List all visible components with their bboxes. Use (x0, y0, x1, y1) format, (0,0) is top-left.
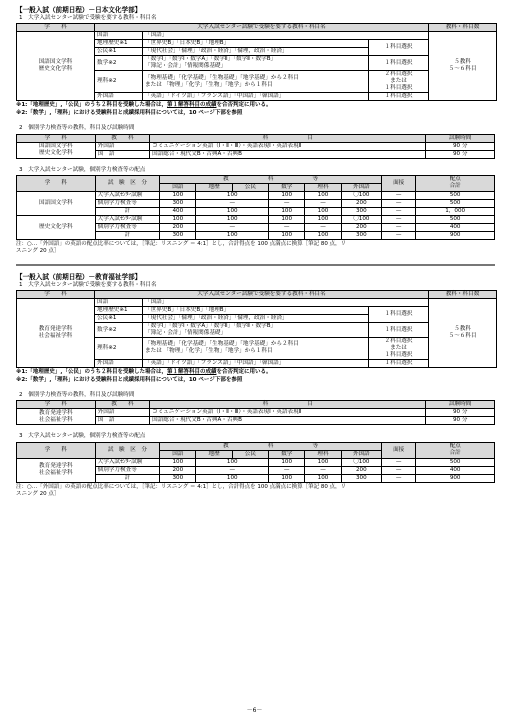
score-cell: 100 (196, 191, 269, 199)
note-1-text: ※1:「地理歴史」,「公民」のうち２科目を受験した場合は， (16, 102, 167, 108)
subject-count: ５教科 ５～６科目 (429, 299, 497, 368)
header-cell: 国語 (160, 183, 196, 191)
selection: １科目選択 (369, 40, 429, 56)
section-heading: 【一般入試（前期日程）－日本文化学部】 (16, 6, 142, 14)
score-cell: 100 (305, 191, 341, 199)
score-cell: — (196, 466, 269, 474)
header-interview: 面接 (382, 442, 416, 458)
subject-list: 「国語」 (143, 32, 429, 40)
subject-list: 国語総合・現代文B・古典A・古典B (150, 150, 426, 158)
table-header-row (17, 24, 497, 32)
score-cell: 400 (160, 207, 196, 215)
subject-area: 公民※1 (95, 48, 143, 56)
subject-area: 外国語 (95, 359, 143, 367)
subject-area: 国語 (95, 299, 143, 307)
score-cell: 100 (305, 474, 341, 482)
subject-list: 「英語」「ドイツ語」「フランス語」「中国語」「韓国語」 (143, 93, 369, 101)
score-cell: 300 (160, 231, 196, 239)
score-cell: — (196, 199, 269, 207)
subject-area: 国 語 (95, 150, 149, 158)
table3-title: 3 大学入試センター試験，個別学力検査等の配点 (19, 433, 146, 440)
table-row (17, 215, 495, 223)
score-cell: — (382, 458, 416, 466)
score-cell: 200 (341, 223, 381, 231)
score-cell: 100 (269, 474, 305, 482)
score-cell: 100 (160, 458, 196, 466)
score-cell: 100 (196, 458, 269, 466)
score-cell: — (269, 466, 305, 474)
score-cell: 400 (416, 223, 495, 231)
score-cell: 200 (160, 223, 196, 231)
header-subjects: 教 科 等 (160, 442, 382, 450)
subject-list: コミュニケーション英語（Ⅰ・Ⅱ・Ⅲ）・英語表現Ⅰ・英語表現Ⅱ (150, 142, 426, 150)
dept-cell: 国語国文学科 歴史文化学科 (17, 32, 95, 101)
score-cell: — (382, 231, 416, 239)
division-cell: 個別学力検査等 (95, 199, 160, 207)
score-cell: — (382, 466, 416, 474)
subject-area: 公民※1 (95, 315, 143, 323)
score-cell: 100 (160, 191, 196, 199)
header-subjects: 大学入試センター試験で受験を要する教科・科目名 (95, 24, 429, 32)
score-cell: 500 (416, 215, 495, 223)
table-row (17, 409, 495, 417)
score-cell: 100 (196, 207, 269, 215)
score-cell: 200 (160, 466, 196, 474)
score-cell: — (269, 199, 305, 207)
header-cell: 公民 (232, 450, 268, 458)
selection: ２科目選択 または １科目選択 (369, 71, 429, 93)
note-3: 注：○…「外国語」の英語の配点比率については，［筆記：リスニング ＝ 4:1］とし，合計得点を 100 点満点に換算［筆記 80 点，リ スニング 20 点］ (16, 483, 347, 497)
note-2-text: ※2:「数学」,「理科」における受験科目と成績採用科目については，10 ページ下部を参照 (16, 377, 243, 384)
score-table (16, 442, 495, 483)
exam-time: 90 分 (426, 142, 495, 150)
score-cell: 400 (416, 466, 495, 474)
score-cell: 300 (341, 231, 381, 239)
score-cell: 100 (305, 458, 341, 466)
score-cell: — (382, 199, 416, 207)
subject-area: 数学※2 (95, 323, 143, 338)
header-dept: 学 科 (17, 442, 96, 458)
division-cell: 計 (95, 231, 160, 239)
subject-area: 理科※2 (95, 71, 143, 93)
score-cell: — (382, 474, 416, 482)
subject-area: 地理歴史※1 (95, 307, 143, 315)
score-cell: 〇100 (341, 191, 381, 199)
score-cell: 100 (269, 231, 305, 239)
score-cell: — (382, 215, 416, 223)
header-subjects: 教 科 等 (160, 175, 382, 183)
exam-time-table (16, 134, 495, 159)
score-cell: 100 (196, 474, 269, 482)
dept-cell: 国語国文学科 (17, 191, 96, 215)
score-cell: 100 (305, 215, 341, 223)
header-dept: 学 科 (17, 291, 95, 299)
division-cell: 個別学力検査等 (95, 223, 160, 231)
header-count: 教科・科目数 (429, 291, 497, 299)
score-cell: — (196, 223, 269, 231)
spacer (16, 159, 495, 167)
subject-list: 「数学Ⅰ」「数学Ⅰ・数学A」「数学Ⅱ」「数学Ⅱ・数学B」 「簿記・会計」「情報関係基礎」 (143, 56, 369, 71)
subject-area: 国語 (95, 32, 143, 40)
division-cell: 大学入試ｾﾝﾀｰ試験 (95, 458, 160, 466)
header-total: 配点 合計 (416, 175, 495, 191)
subject-list: コミュニケーション英語（Ⅰ・Ⅱ・Ⅲ）・英語表現Ⅰ・英語表現Ⅱ (150, 409, 426, 417)
table-header-row (17, 291, 497, 299)
score-cell: 100 (160, 215, 196, 223)
header-cell: 外国語 (341, 183, 381, 191)
table1-title: 1 大学入試センター試験で受験を要する教科・科目名 (19, 14, 157, 21)
exam-time: 90 分 (426, 150, 495, 158)
header-cell: 地歴 (196, 183, 232, 191)
selection: １科目選択 (369, 93, 429, 101)
subject-area: 国 語 (95, 417, 149, 425)
score-cell: 200 (341, 199, 381, 207)
note-1 (16, 369, 495, 376)
subject-list: 「現代社会」「倫理」「政治・経済」「倫理，政治・経済」 (143, 48, 369, 56)
table-header-row (17, 175, 495, 183)
header-dept: 学 科 (17, 24, 95, 32)
score-cell: 300 (160, 474, 196, 482)
score-cell: 100 (196, 231, 269, 239)
score-cell: 200 (341, 466, 381, 474)
exam-time-table (16, 400, 495, 425)
header-cell: 学 科 (17, 134, 96, 142)
exam-time: 90 分 (426, 409, 495, 417)
score-cell: 1，000 (416, 207, 495, 215)
selection: １科目選択 (369, 359, 429, 367)
division-cell: 個別学力検査等 (95, 466, 160, 474)
subject-area: 外国語 (95, 142, 149, 150)
note-2 (16, 377, 495, 384)
division-cell: 大学入試ｾﾝﾀｰ試験 (95, 215, 160, 223)
score-cell: — (269, 223, 305, 231)
score-cell: — (305, 199, 341, 207)
header-cell: 公民 (232, 183, 268, 191)
subject-area: 地理歴史※1 (95, 40, 143, 48)
selection: １科目選択 (369, 56, 429, 71)
header-cell: 理科 (305, 183, 341, 191)
subjects-table (16, 290, 497, 368)
table-row (17, 299, 497, 307)
subject-list: 「世界史B」「日本史B」「地理B」 (143, 307, 369, 315)
table-header-row (17, 442, 495, 450)
score-cell: 100 (269, 191, 305, 199)
exam-time: 90 分 (426, 417, 495, 425)
header-cell: 学 科 (17, 401, 96, 409)
division-cell: 大学入試ｾﾝﾀｰ試験 (95, 191, 160, 199)
header-count: 教科・科目数 (429, 24, 497, 32)
subject-area: 外国語 (95, 93, 143, 101)
table-row (17, 142, 495, 150)
table3-title: 3 大学入試センター試験，個別学力検査等の配点 (19, 166, 146, 173)
subject-area: 理科※2 (95, 337, 143, 359)
score-cell: 300 (341, 474, 381, 482)
spacer (16, 384, 495, 392)
subject-list: 「物理基礎」「化学基礎」「生物基礎」「地学基礎」から２科目 または 「物理」「化学」「生物」「地学」から１科目 (143, 337, 369, 359)
table-row (17, 458, 495, 466)
dept-cell: 国語国文学科 歴史文化学科 (17, 142, 96, 158)
score-cell: — (382, 191, 416, 199)
header-cell: 数学 (269, 450, 305, 458)
note-1-end: を合否判定に用いる。 (216, 368, 272, 375)
header-dept: 学 科 (17, 175, 96, 191)
score-cell: 500 (416, 199, 495, 207)
note-1-emph: 第１解答科目の成績 (166, 102, 217, 108)
note-3: 注：○…「外国語」の英語の配点比率については，［筆記：リスニング ＝ 4:1］とし，合計得点を 100 点満点に換算［筆記 80 点，リ スニング 20 点］ (16, 240, 347, 254)
header-total: 配点 合計 (416, 442, 495, 458)
header-cell: 理科 (305, 450, 341, 458)
table2-title: 2 個別学力検査等の教科，科目及び試験時間 (19, 392, 135, 399)
table2-title: 2 個別学力検査等の教科，科目及び試験時間 (19, 125, 135, 132)
subject-list: 「英語」「ドイツ語」「フランス語」「中国語」「韓国語」 (143, 359, 369, 367)
note-2-text: ※2:「数学」,「理科」における受験科目と成績採用科目については，10 ページ下部を参照 (16, 110, 243, 117)
table-row (17, 32, 497, 40)
score-cell: 500 (416, 458, 495, 466)
subject-area: 数学※2 (95, 56, 143, 71)
header-cell: 教 科 (95, 401, 149, 409)
subject-list: 「物理基礎」「化学基礎」「生物基礎」「地学基礎」から２科目 または 「物理」「化学」「生物」「地学」から１科目 (143, 71, 369, 93)
subject-list: 「国語」 (143, 299, 429, 307)
dept-cell: 教育発達学科 社会福祉学科 (17, 409, 96, 425)
score-cell: 100 (305, 231, 341, 239)
subject-list: 「現代社会」「倫理」「政治・経済」「倫理，政治・経済」 (143, 315, 369, 323)
subject-list: 「数学Ⅰ」「数学Ⅰ・数学A」「数学Ⅱ」「数学Ⅱ・数学B」 「簿記・会計」「情報関係基礎」 (143, 323, 369, 338)
score-cell: 300 (160, 199, 196, 207)
selection: １科目選択 (369, 323, 429, 338)
subject-list: 国語総合・現代文B・古典A・古典B (150, 417, 426, 425)
score-cell: — (305, 223, 341, 231)
dept-cell: 歴史文化学科 (17, 215, 96, 239)
subject-list: 「世界史B」「日本史B」「地理B」 (143, 40, 369, 48)
subject-area: 外国語 (95, 409, 149, 417)
note-2 (16, 110, 495, 117)
page-number: －6－ (246, 706, 263, 714)
note-1-emph: 第１解答科目の成績 (166, 368, 217, 375)
subject-count: ５教科 ５～６科目 (429, 32, 497, 101)
header-cell: 国語 (160, 450, 196, 458)
score-cell: 900 (416, 474, 495, 482)
score-cell: — (382, 207, 416, 215)
header-subjects: 大学入試センター試験で受験を要する教科・科目名 (95, 291, 429, 299)
dept-cell: 教育発達学科 社会福祉学科 (17, 299, 95, 368)
score-cell: 100 (269, 458, 305, 466)
header-cell: 試験時間 (426, 134, 495, 142)
header-cell: 科 目 (150, 134, 426, 142)
header-interview: 面接 (382, 175, 416, 191)
score-cell: 100 (269, 207, 305, 215)
division-cell: 計 (95, 207, 160, 215)
selection: １科目選択 (369, 307, 429, 323)
header-division: 試 験 区 分 (95, 175, 160, 191)
score-table (16, 175, 495, 240)
score-cell: 〇100 (341, 458, 381, 466)
score-cell: 100 (305, 207, 341, 215)
score-cell: 900 (416, 231, 495, 239)
header-division: 試 験 区 分 (95, 442, 160, 458)
score-cell: 100 (269, 215, 305, 223)
header-cell: 外国語 (341, 450, 381, 458)
score-cell: 300 (341, 207, 381, 215)
table1-title: 1 大学入試センター試験で受験を要する教科・科目名 (19, 281, 157, 288)
selection: ２科目選択 または １科目選択 (369, 337, 429, 359)
note-1-end: を合否判定に用いる。 (216, 102, 272, 108)
score-cell: 〇100 (341, 215, 381, 223)
header-cell: 試験時間 (426, 401, 495, 409)
document-body (16, 6, 495, 498)
dept-cell: 教育発達学科 社会福祉学科 (17, 458, 96, 482)
score-cell: 100 (196, 215, 269, 223)
header-cell: 地歴 (196, 450, 232, 458)
score-cell: — (305, 466, 341, 474)
section-divider (16, 264, 495, 266)
note-1 (16, 102, 495, 109)
table-header-row (17, 134, 495, 142)
score-cell: — (382, 223, 416, 231)
header-cell: 数学 (269, 183, 305, 191)
note-1-text: ※1:「地理歴史」,「公民」のうち２科目を受験した場合は， (16, 368, 167, 375)
header-cell: 科 目 (150, 401, 426, 409)
division-cell: 計 (95, 474, 160, 482)
section-heading: 【一般入試（前期日程）－教育福祉学部】 (16, 272, 142, 281)
header-cell: 教 科 (95, 134, 149, 142)
table-header-row (17, 401, 495, 409)
table-row (17, 191, 495, 199)
subjects-table (16, 23, 497, 101)
score-cell: 500 (416, 191, 495, 199)
